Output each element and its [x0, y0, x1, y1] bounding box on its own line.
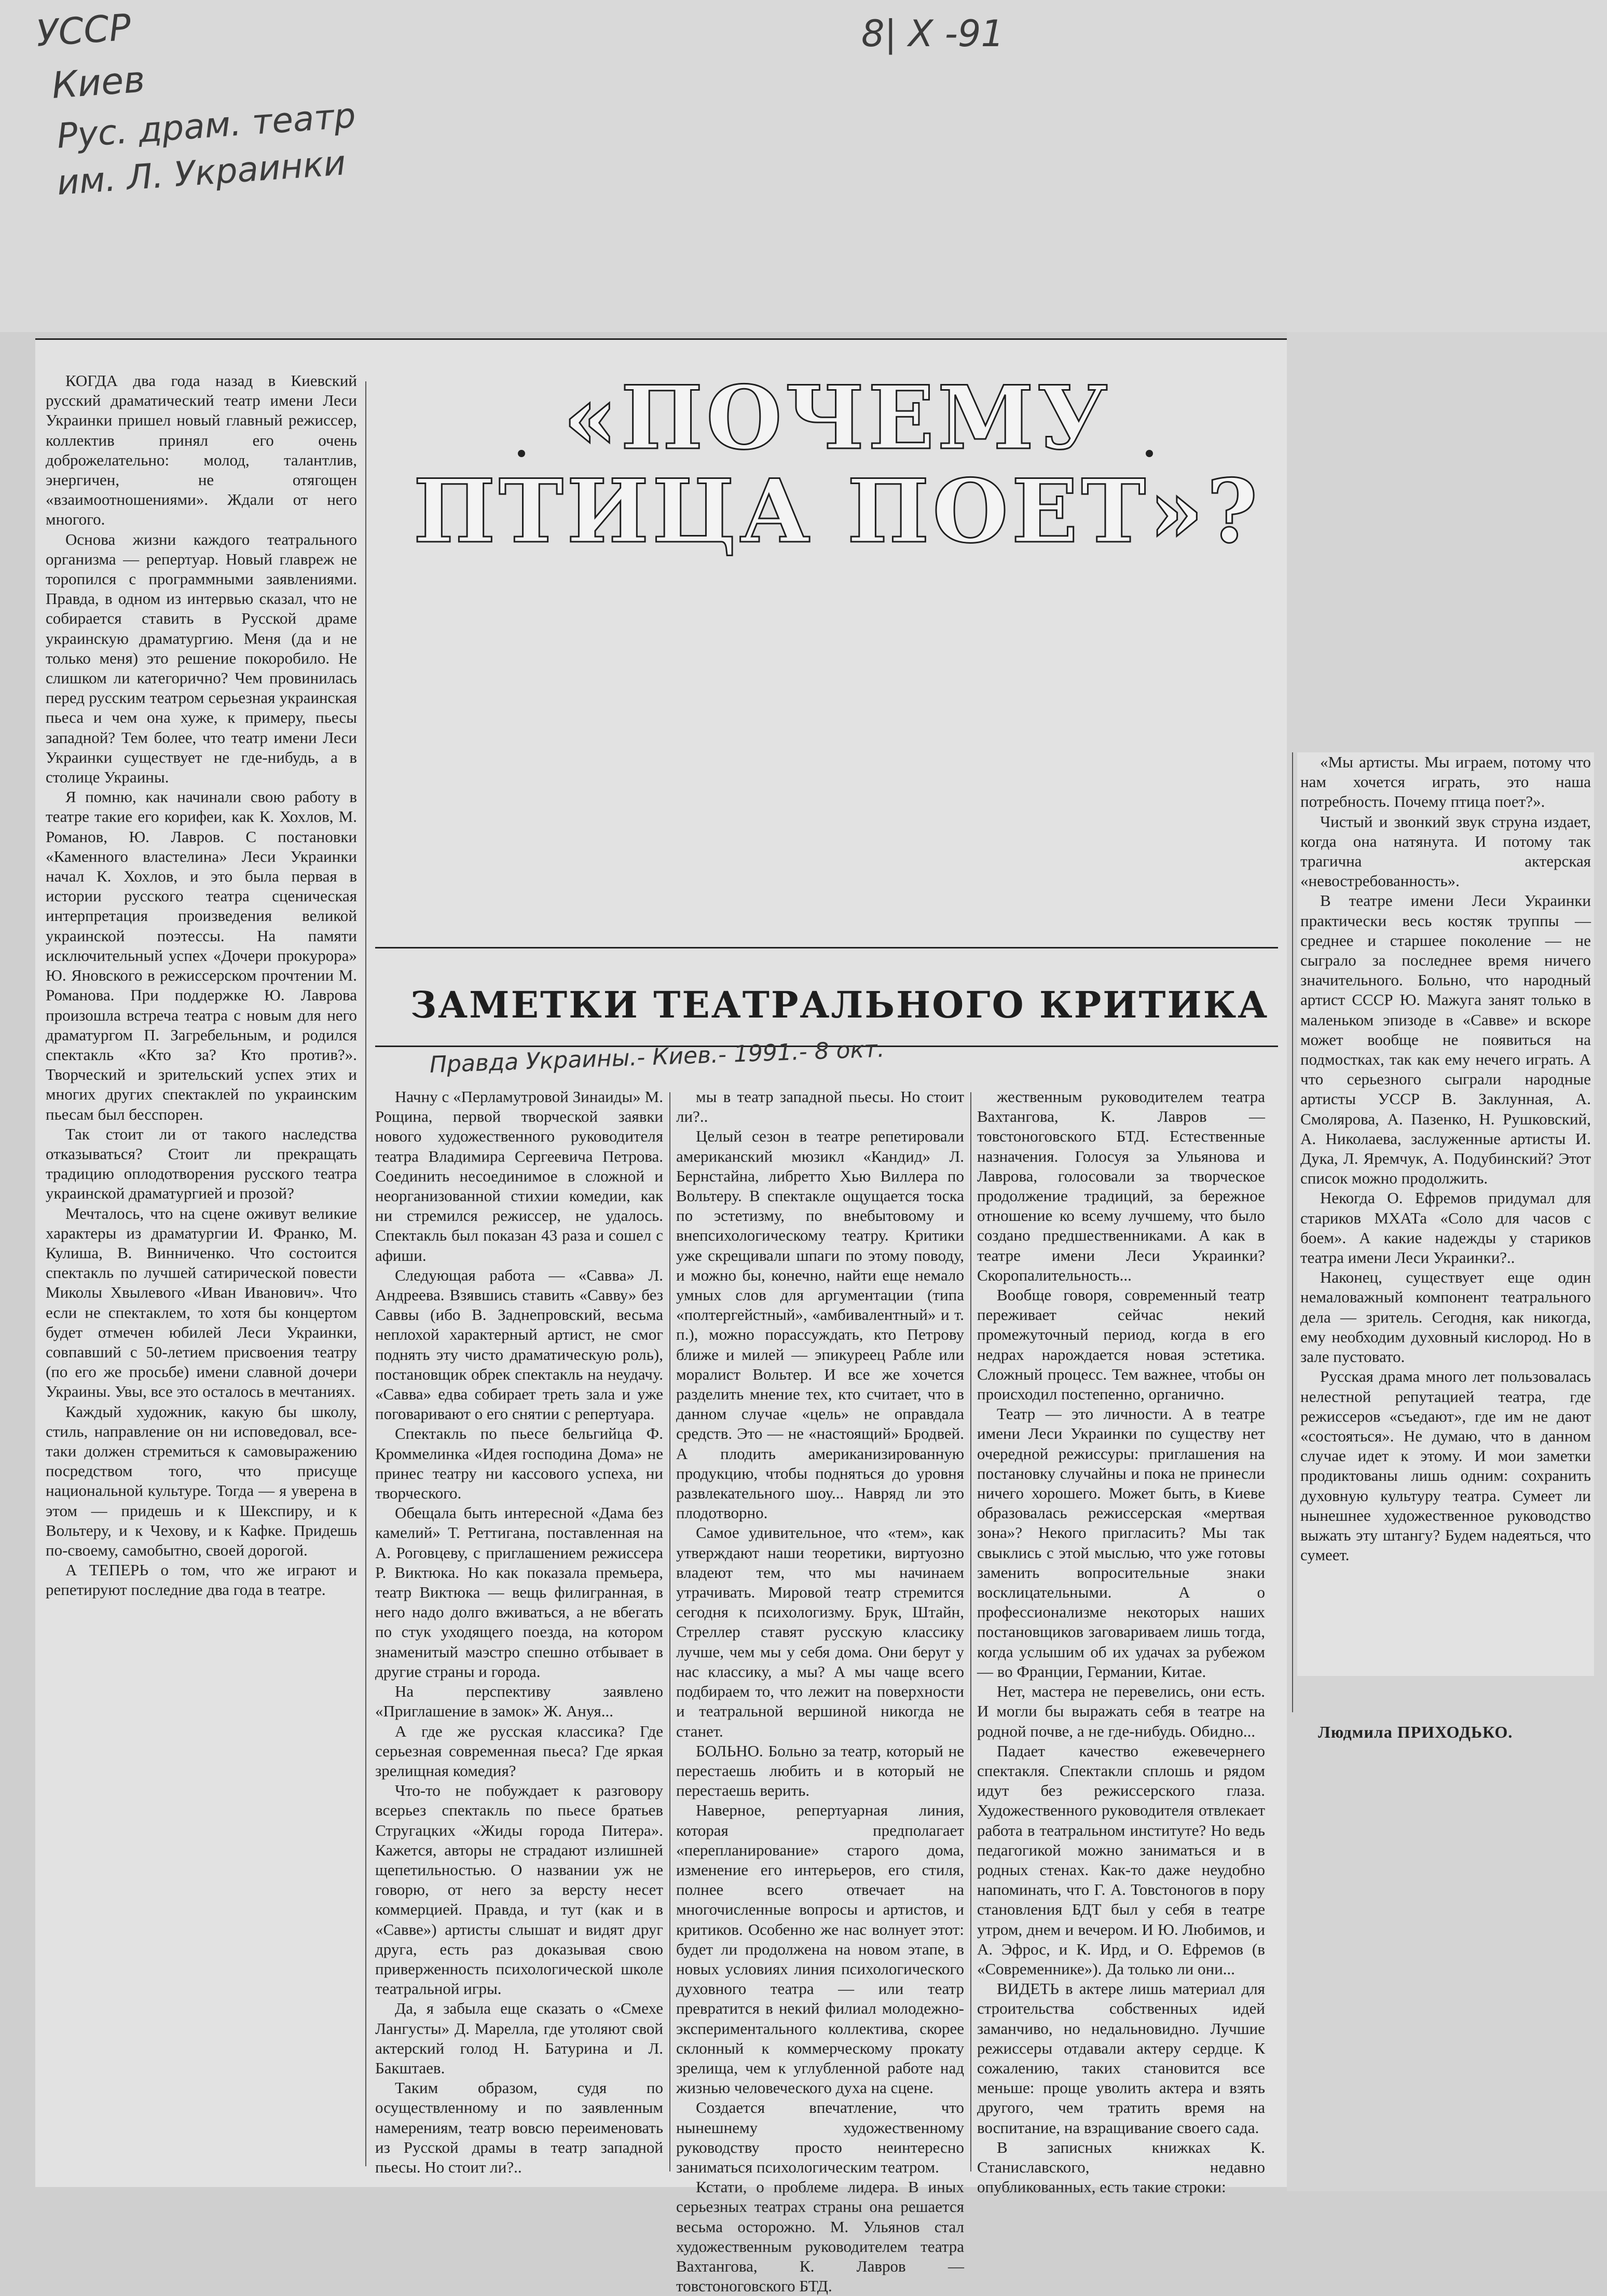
paragraph: Кстати, о проблеме лидера. В иных серьезных театрах страны она решается весьма осторожно. М. Ульянов стал художественным руководителем театра Вахтангова, К. Лавров — товстоноговского БТД. [676, 2178, 968, 2295]
article-subtitle: ЗАМЕТКИ ТЕАТРАЛЬНОГО КРИТИКА [410, 983, 1269, 1026]
paragraph: Наконец, существует еще один немаловажный компонент театрального дела — зритель. Сегодня, как никогда, ему необходим духовный кислород. Но в зале пустовато. [1300, 1268, 1595, 1366]
paragraph: жественным руководителем театра Вахтангова, К. Лавров — товстоноговского БТД. Естественные назначения. Голосуя за Ульянова и Лаврова, голосовали за творческое продолжение традиций, за бережное отношение ко всему лучшему, что было создано предшественниками. А как в театре имени Леси Украинки? Скоропалительность... [977, 1088, 1269, 1284]
paragraph: А ТЕПЕРЬ о том, что же играют и репетируют последние два года в театре. [46, 1561, 361, 1599]
author-first-name: Людмила [1318, 1723, 1393, 1741]
paragraph: Целый сезон в театре репетировали американский мюзикл «Кандид» Л. Бернстайна, либретто Хью Виллера по Вольтеру. В спектакле ощущается тоска по эстетизму, по внебытовому и внепсихологическому театру. Критики уже скрещивали шпаги по этому поводу, и можно бы, конечно, найти еще немало умных слов для аргументации (типа «полтергейстный», «амбивалентный» и т. п.), можно порассуждать, кто Петрову ближе и милей — эпикуреец Рабле или моралист Вольтер. И все же хочется разделить мнение тех, кто считает, что в данном случае «цель» не оправдала средств. Это — не «настоящий» Бродвей. А плодить американизированную продукцию, чтобы подняться до уровня развлекательного шоу... Навряд ли это плодотворно. [676, 1127, 968, 1522]
column-rule [365, 381, 366, 2166]
author-signature [1318, 1723, 1513, 1742]
column-rule [970, 1092, 971, 2171]
paragraph: Да, я забыла еще сказать о «Смехе Лангусты» Д. Марелла, где утоляют свой актерский голод Н. Батурина и Л. Бакштаев. [375, 1999, 667, 2077]
paragraph: Русская драма много лет пользовалась нелестной репутацией театра, где режиссеров «съедают», где им не дают «состояться». Не думаю, что в данном случае идет к этому. И мои заметки продиктованы лишь одним: сохранить духовную культуру театра. Сумеет ли нынешнее художественное руководство выжать эту штангу? Будем надеяться, что сумеет. [1300, 1367, 1595, 1564]
paragraph: Спектакль по пьесе бельгийца Ф. Кроммелинка «Идея господина Дома» не принес театру ни кассового успеха, ни творческого. [375, 1424, 667, 1503]
paragraph: ВИДЕТЬ в актере лишь материал для строительства собственных идей заманчиво, но недальновидно. Лучшие режиссеры отдавали актеру сердце. К сожалению, таких становится все меньше: проще уволить актера и взять другого, чем тратить время на воспитание, на взращивание своего сада. [977, 1979, 1269, 2137]
paragraph: Самое удивительное, что «тем», как утверждают наши теоретики, виртуозно владеют тем, что мы начинаем утрачивать. Мировой театр стремится сегодня к психологизму. Брук, Штайн, Стреллер ставят русскую классику лучше, чем мы у себя дома. Они берут у нас классику, а мы? А мы чаще всего подбираем то, что лежит на поверхности и театральной вершиной никогда не станет. [676, 1523, 968, 1740]
source-citation: Правда Украины.- Киев.- 1991.- 8 окт. [429, 1036, 885, 1078]
column-rule [1292, 752, 1293, 1712]
paragraph: Таким образом, судя по осуществленному и по заявленным намерениям, театр вовсю переименовать из Русской драмы в театр западной пьесы. Но стоит ли?.. [375, 2079, 667, 2176]
paragraph: В театре имени Леси Украинки практически весь костяк труппы — среднее и старшее поколение — не сыграло за последнее время ничего значительного. Больно, что народный артист СССР Ю. Мажуга занят только в маленьком эпизоде в «Савве» и вскоре может вообще не появиться на подмостках, так как ему нечего играть. А что серьезного сыграли народные артисты УССР В. Заклунная, А. Смолярова, А. Пазенко, Н. Рушковский, А. Николаева, заслуженные артисты И. Дука, Л. Яремчук, А. Подубинский? Этот список можно продолжить. [1300, 891, 1595, 1188]
archive-note-city: Киев [50, 58, 146, 107]
paragraph: Театр — это личности. А в театре имени Леси Украинки по существу нет очередной режиссуры: приглашения на постановку случайны и пока не принесли ничего хорошего. Может быть, в Киеве образовалась режиссерская «мертвая зона»? Некого пригласить? Мы так свыклись с этой мыслью, что уже готовы заменить вопросительные знаки восклицательными. А о профессионализме некоторых наших постановщиков заговариваем лишь тогда, когда услышим об их удачах за рубежом — во Франции, Германии, Китае. [977, 1405, 1269, 1681]
article-column-5 [1297, 752, 1594, 1676]
archive-note-theatre-name: им. Л. Украинки [56, 143, 347, 203]
paragraph: Нет, мастера не перевелись, они есть. И могли бы выражать себя в театре на родной почве, а не где-нибудь. Обидно... [977, 1682, 1269, 1740]
paragraph: Создается впечатление, что нынешнему художественному руководству просто неинтересно заниматься психологическим театром. [676, 2098, 968, 2176]
paragraph: Вообще говоря, современный театр переживает сейчас некий промежуточный период, когда в его недрах нарождается новая эстетика. Сложный процесс. Тем важнее, чтобы он происходил постепенно, органично. [977, 1286, 1269, 1404]
paragraph: Основа жизни каждого театрального организма — репертуар. Новый главреж не торопился с программными заявлениями. Правда, в одном из интервью сказал, что не собирается ставить в Русской драме украинскую драматургию. Меня (да и не только меня) это решение покоробило. Не слишком ли категорично? Чем провинилась перед русским театром серьезная украинская пьеса и чем она хуже, к примеру, пьесы западной? Тем более, что театр имени Леси Украинки существует не где-нибудь, а в столице Украины. [46, 530, 361, 787]
paragraph: Обещала быть интересной «Дама без камелий» Т. Реттигана, поставленная на А. Роговцеву, с приглашением режиссера Р. Виктюка. Но как показала премьера, театр Виктюка — вещь филигранная, в него надо долго вживаться, а не вбегать по стук уходящего поезда, на котором знаменитый маэстро спешно отбывает в другие страны и города. [375, 1504, 667, 1681]
article-column-1 [46, 371, 361, 2177]
paragraph: На перспективу заявлено «Приглашение в замок» Ж. Ануя... [375, 1682, 667, 1721]
column-rule [669, 1092, 670, 2171]
paragraph: БОЛЬНО. Больно за театр, который не перестаешь любить и в который не перестаешь верить. [676, 1741, 968, 1800]
author-last-name: ПРИХОДЬКО. [1397, 1723, 1513, 1741]
archive-date-mark: 8| X -91 [861, 12, 1004, 55]
title-ornament-left [518, 450, 525, 457]
paragraph: мы в театр западной пьесы. Но стоит ли?.. [676, 1088, 968, 1126]
article-title: «ПОЧЕМУ ПТИЦА ПОЕТ»? [413, 366, 1261, 562]
article-column-2 [375, 1087, 667, 2177]
paragraph: Некогда О. Ефремов придумал для стариков МХАТа «Соло для часов с боем». А какие надежды у стариков театра имени Леси Украинки?.. [1300, 1189, 1595, 1267]
archive-note-theatre: Рус. драм. театр [56, 95, 357, 156]
paragraph: «Мы артисты. Мы играем, потому что нам хочется играть, это наша потребность. Почему птица поет?». [1300, 753, 1595, 811]
newspaper-clipping [35, 338, 1287, 2295]
paragraph: А где же русская классика? Где серьезная современная пьеса? Где яркая зрелищная комедия? [375, 1722, 667, 1780]
paragraph: Наверное, репертуарная линия, которая предполагает «перепланирование» старого дома, изменение его интерьеров, его стиля, полнее всего отвечает на многочисленные вопросы и артистов, и критиков. Особенно же нас волнует этот: будет ли продолжена на новом этапе, в новых условиях линия психологического духовного театра — или театр превратится в некий филиал молодежно-экспериментального коллектива, скорее склонный к коммерческому прокату зрелища, чем к углубленной работе над жизнью человеческого духа на сцене. [676, 1801, 968, 2097]
title-ornament-right [1146, 450, 1153, 457]
paragraph: Падает качество ежевечернего спектакля. Спектакли сплошь и рядом идут без режиссерского глаза. Художественного руководителя отвлекает работа в театральном институте? Но ведь педагогикой можно заниматься и в родных стенах. Как-то даже неудобно напоминать, что Г. А. Товстоногов в пору становления БДТ был у себя в театре утром, днем и вечером. И Ю. Любимов, и А. Эфрос, и К. Ирд, и О. Ефремов (в «Современнике»). Да только ли они... [977, 1741, 1269, 1978]
paragraph: Мечталось, что на сцене оживут великие характеры из драматургии И. Франко, М. Кулиша, В. Винниченко. Что состоится спектакль по лучшей сатирической повести Миколы Хвылевого «Иван Иванович». Что если не спектаклем, то хотя бы концертом будет отмечен юбилей Леси Украинки, совпавший с 50-летием присвоения театру (по его же просьбе) имени славной дочери Украины. Увы, все это осталось в мечтаниях. [46, 1204, 361, 1401]
article-column-4 [977, 1087, 1269, 2196]
title-rule-top [375, 947, 1278, 948]
paragraph: Начну с «Перламутровой Зинаиды» М. Рощина, первой творческой заявки нового художественного руководителя театра Владимира Сергеевича Петрова. Соединить несоединимое в сложной и неорганизованной стихии комедии, как ни стремился режиссер, не удалось. Спектакль был показан 43 раза и сошел с афиши. [375, 1088, 667, 1264]
paragraph: Каждый художник, какую бы школу, стиль, направление он ни исповедовал, все-таки должен стремиться к самовыражению посредством того, что присуще национальной культуре. Тогда — я уверена в этом — придешь и к Шекспиру, и к Вольтеру, и к Чехову, и к Кафке. Придешь по-своему, самобытно, своей дорогой. [46, 1402, 361, 1559]
paragraph: Следующая работа — «Савва» Л. Андреева. Взявшись ставить «Савву» без Саввы (ибо В. Заднепровский, весьма неплохой характерный артист, не смог поднять эту чисто драматическую роль), постановщик обрек спектакль на неудачу. «Савва» едва собирает треть зала и уже поговаривают о его снятии с репертуара. [375, 1266, 667, 1423]
paragraph: Что-то не побуждает к разговору всерьез спектакль по пьесе братьев Стругацких «Жиды города Питера». Кажется, авторы не страдают излишней щепетильностью. О названии уж не говорю, от него за версту несет коммерцией. Правда, и тут (как и в «Савве») артисты слышат и видят друг друга, есть раз доказывая свою приверженность психологической школе театральной игры. [375, 1781, 667, 1998]
paragraph: Чистый и звонкий звук струна издает, когда она натянута. И потому так трагична актерская «невостребованность». [1300, 812, 1595, 890]
paragraph: Я помню, как начинали свою работу в театре такие его корифеи, как К. Хохлов, М. Романов, Ю. Лавров. С постановки «Каменного властелина» Леси Украинки начал К. Хохлов, и это была первая в истории русского театра сценическая интерпретация произведения великой украинской поэтессы. На памяти исключительный успех «Дочери прокурора» Ю. Яновского в режиссерском прочтении М. Романова. При поддержке Ю. Лаврова произошла встреча театра с новым для него драматургом П. Загребельным, и родился спектакль «Кто за? Кто против?». Творческий и зрительский успех этих и многих других спектаклей по украинским пьесам был бесспорен. [46, 788, 361, 1123]
archive-note-country: УССР [35, 6, 133, 55]
paragraph: В записных книжках К. Станиславского, недавно опубликованных, есть такие строки: [977, 2138, 1269, 2196]
paragraph: КОГДА два года назад в Киевский русский драматический театр имени Леси Украинки пришел новый главный режиссер, коллектив принял его очень доброжелательно: молод, талантлив, энергичен, не отягощен «взаимоотношениями». Ждали от него многого. [46, 372, 361, 529]
article-column-3 [676, 1087, 968, 2295]
paragraph: Так стоит ли от такого наследства отказываться? Стоит ли прекращать традицию оплодотворения русского театра украинской драматургией и прозой? [46, 1124, 361, 1203]
